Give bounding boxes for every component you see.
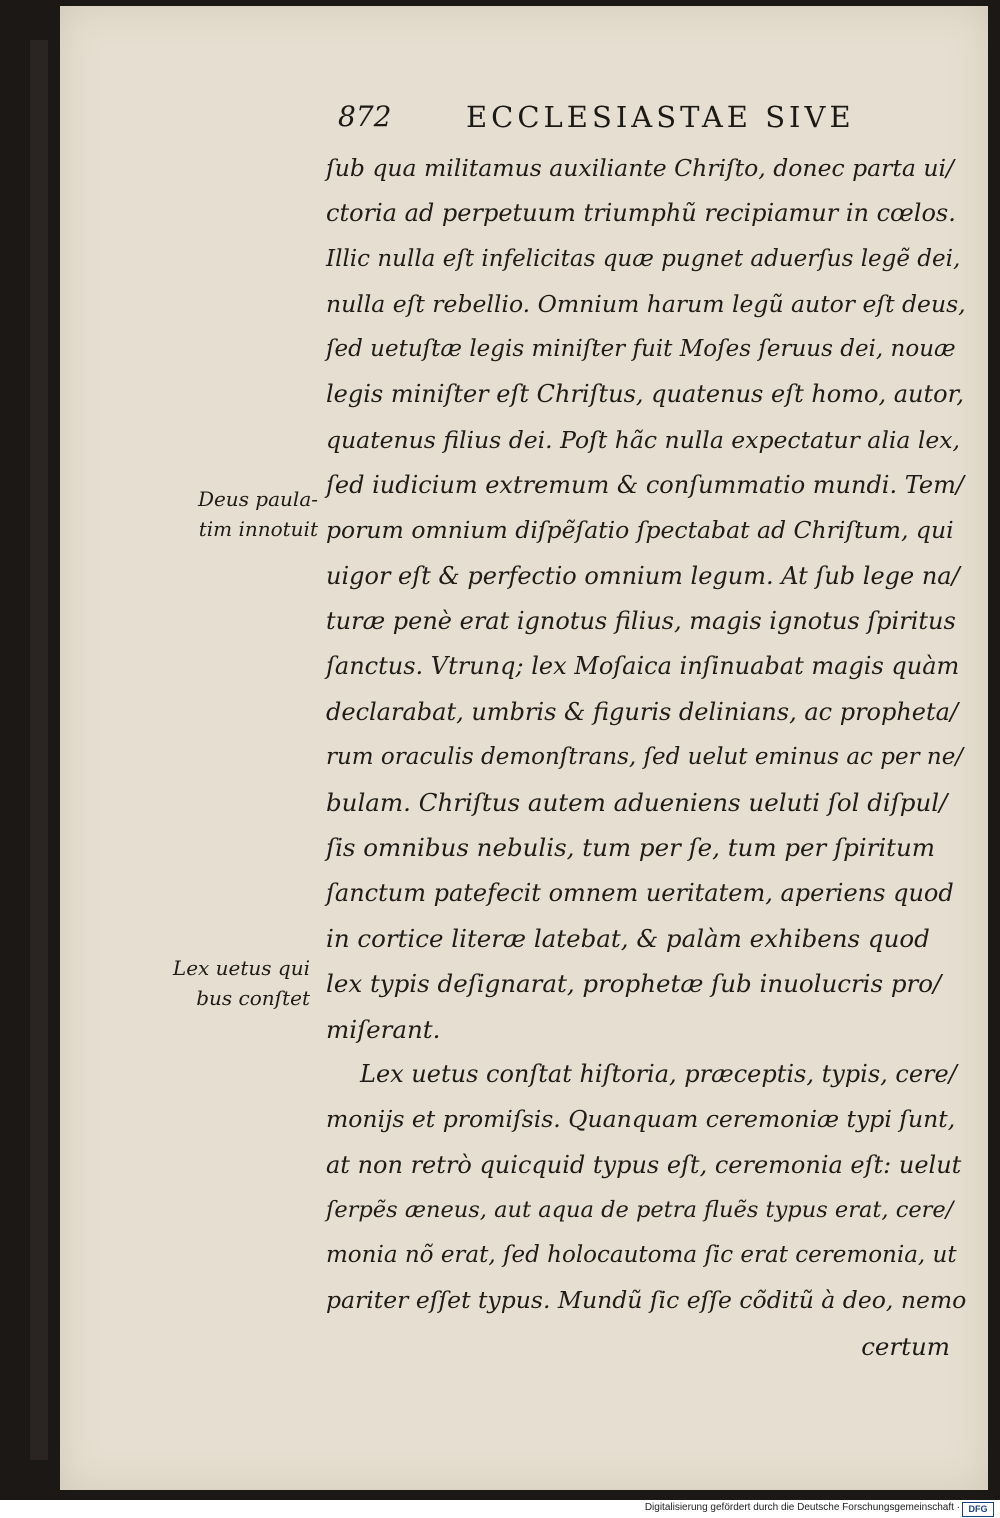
page-header <box>338 100 938 144</box>
funding-notice: Digitalisierung gefördert durch die Deutsche Forschungsgemeinschaft · <box>644 1502 960 1513</box>
text-line: ſerpẽs æneus, aut aqua de petra fluẽs typus erat, cere/ <box>326 1196 954 1223</box>
catchword: certum <box>861 1331 950 1361</box>
text-line: Lex uetus conſtat hiſtoria, præceptis, typis, cere/ <box>360 1059 957 1088</box>
margin-note-line: Deus paula- <box>197 487 318 511</box>
text-line: rum oraculis demonſtrans, ſed uelut eminus ac per ne/ <box>326 743 964 770</box>
margin-note-line: bus conſtet <box>196 986 310 1010</box>
text-line: miſerant. <box>326 1014 441 1044</box>
margin-note <box>168 484 318 544</box>
text-line: uigor eſt & perfectio omnium legum. At ſub lege na/ <box>326 561 960 590</box>
text-line: ſub qua militamus auxiliante Chriſto, donec parta ui/ <box>326 154 954 182</box>
text-line: monijs et promiſsis. Quanquam ceremoniæ typi ſunt, <box>326 1105 956 1134</box>
text-line: ſanctum patefecit omnem ueritatem, aperiens quod <box>326 878 954 907</box>
page-number: 872 <box>338 100 392 133</box>
text-line: quatenus filius dei. Poſt hãc nulla expectatur alia lex, <box>326 425 960 454</box>
text-line: turæ penè erat ignotus filius, magis ignotus ſpiritus <box>326 606 956 635</box>
page-edge-shadow <box>30 40 48 1460</box>
text-line: pariter eſſet typus. Mundũ ſic eſſe cõditũ à deo, nemo <box>326 1286 967 1315</box>
body-text <box>326 146 966 1369</box>
footer-bar <box>0 1500 1000 1518</box>
text-line: in cortice literæ latebat, & palàm exhibens quod <box>326 924 930 954</box>
text-line: ctoria ad perpetuum triumphũ recipiamur in cœlos. <box>326 199 956 228</box>
text-line: nulla eſt rebellio. Omnium harum legũ autor eſt deus, <box>326 289 966 318</box>
margin-note-line: tim innotuit <box>198 517 318 541</box>
text-line: ſed iudicium extremum & conſummatio mundi. Tem/ <box>326 471 964 500</box>
text-line: monia nõ erat, ſed holocautoma ſic erat ceremonia, ut <box>326 1242 957 1269</box>
text-line: lex typis deſignarat, prophetæ ſub inuolucris pro/ <box>326 969 942 999</box>
text-line: legis miniſter eſt Chriſtus, quatenus eſt homo, autor, <box>326 380 965 409</box>
text-line: Illic nulla eſt infelicitas quæ pugnet aduerſus legẽ dei, <box>326 245 961 272</box>
dfg-logo: DFG <box>962 1502 994 1517</box>
text-line: declarabat, umbris & figuris delinians, ac propheta/ <box>326 697 959 726</box>
text-line: bulam. Chriſtus autem adueniens ueluti ſol diſpul/ <box>326 788 948 818</box>
text-line: at non retrò quicquid typus eſt, ceremonia eſt: uelut <box>326 1150 962 1179</box>
running-title: ECCLESIASTAE SIVE <box>466 100 855 134</box>
margin-note-line: Lex uetus qui <box>172 956 310 980</box>
text-line: ſis omnibus nebulis, tum per ſe, tum per ſpiritum <box>326 833 936 863</box>
margin-note <box>160 953 310 1013</box>
text-line: ſed uetuſtæ legis miniſter fuit Moſes ſeruus dei, nouæ <box>326 336 956 363</box>
text-line: ſanctus. Vtrunq; lex Moſaica inſinuabat magis quàm <box>326 652 960 681</box>
text-line: porum omnium diſpẽſatio ſpectabat ad Chriſtum, qui <box>326 516 954 545</box>
